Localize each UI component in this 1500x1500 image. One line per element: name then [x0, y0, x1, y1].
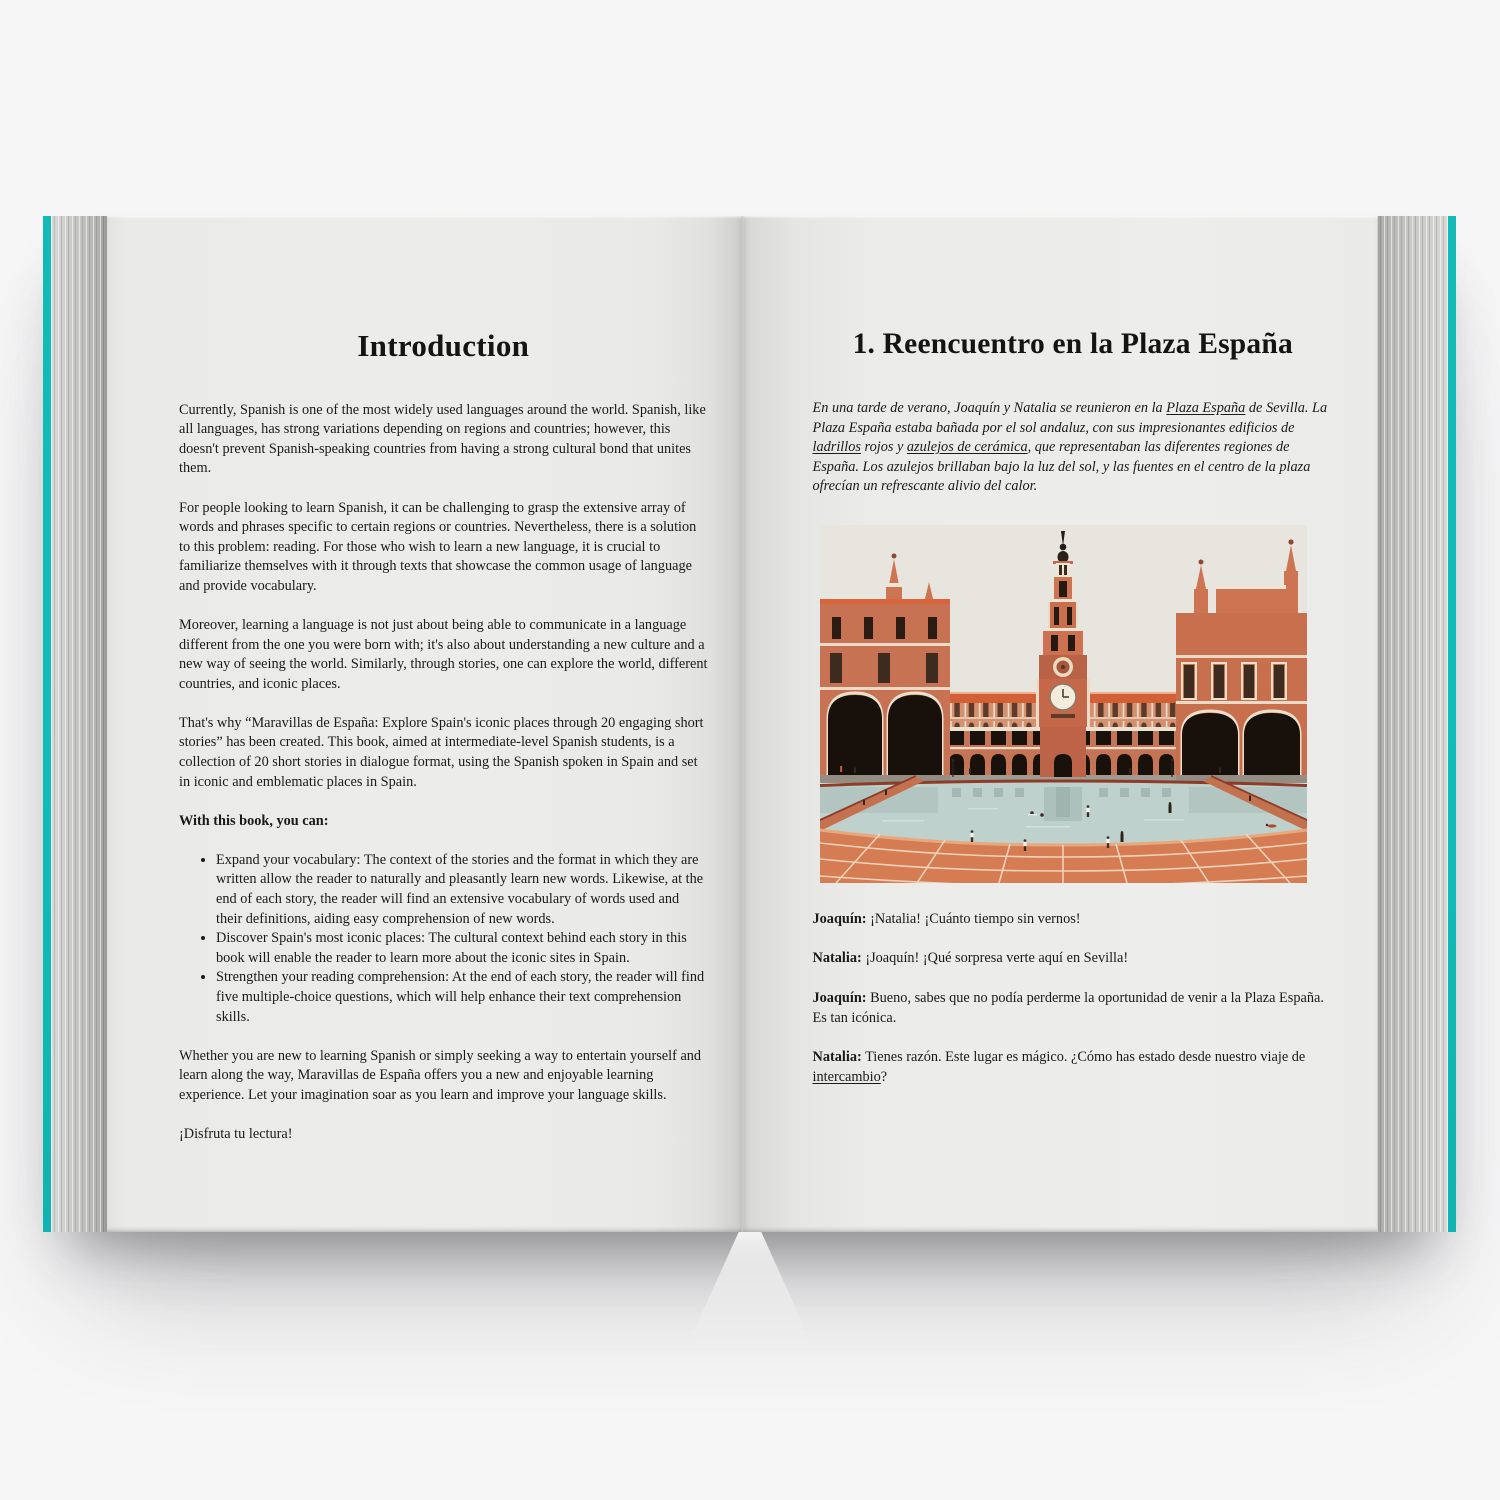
- page-stack-right: [1377, 216, 1448, 1232]
- left-page-title: Introduction: [357, 328, 530, 363]
- cover-edge-right: [1448, 216, 1456, 1232]
- chapter-title: 1. Reencuentro en la Plaza España: [852, 328, 1293, 360]
- list-item: • Discover Spain's most iconic places: The cultural context behind each story in this book will enable the reader to learn more about the iconic sites in Spain.: [216, 929, 708, 968]
- subheading: With this book, you can:: [179, 812, 329, 829]
- open-book: [43, 216, 1456, 1232]
- paragraph: That's why “Maravillas de España: Explore Spain's iconic places through 20 engaging short stories” has been created. This book, aimed at intermediate-level Spanish students, is a collection of 20 short stories in dialogue format, using the Spanish spoken in Spain and set in iconic and emblematic places in Spain.: [179, 714, 704, 790]
- farewell-line: ¡Disfruta tu lectura!: [179, 1125, 293, 1142]
- dialogue-line: Joaquín: ¡Natalia! ¡Cuánto tiempo sin vernos!: [812, 910, 1081, 927]
- left-page: [107, 216, 742, 1232]
- dialogue-line: Joaquín: Bueno, sabes que no podía perderme la oportunidad de venir a la Plaza España. Es tan icónica.: [812, 990, 1324, 1026]
- paragraph: For people looking to learn Spanish, it can be challenging to grasp the extensive array of words and phrases specific to certain regions or countries. Nevertheless, there is a solution to this problem: reading. For those who wish to learn a new language, it is crucial to familiarize themselves with it through texts that showcase the common usage of language and provide vocabulary.: [179, 499, 697, 594]
- page-stack-left: [51, 216, 107, 1232]
- paragraph: Whether you are new to learning Spanish or simply seeking a way to entertain yourself and learn along the way, Maravillas de España offers you a new and enjoyable learning experience. Let your imagination soar as you learn and improve your language skills.: [179, 1047, 702, 1103]
- benefits-list: [179, 851, 708, 1027]
- plaza-espana-svg: [820, 525, 1307, 883]
- list-item: • Strengthen your reading comprehension: At the end of each story, the reader will find five multiple-choice questions, which will help enhance their text comprehension skills.: [216, 968, 708, 1027]
- left-page-body: [179, 401, 708, 1145]
- dialogue-block: [813, 910, 1334, 1088]
- right-page: [742, 216, 1378, 1232]
- paragraph: Moreover, learning a language is not just about being able to communicate in a language different from the one you were born with; it's also about understanding a new culture and a new way of seeing the world. Similarly, through stories, one can explore the world, different countries, and iconic places.: [179, 616, 708, 692]
- dialogue-line: Natalia: ¡Joaquín! ¡Qué sorpresa verte aquí en Sevilla!: [812, 950, 1129, 967]
- list-item: • Expand your vocabulary: The context of the stories and the format in which they are written allow the reader to naturally and pleasantly learn new words. Likewise, at the end of each story, the reader will find an extensive vocabulary of words used and their definitions, aiding easy comprehension of new words.: [216, 851, 708, 929]
- spine-light-wedge: [688, 1229, 812, 1344]
- cover-edge-left: [43, 216, 51, 1232]
- chapter-intro: En una tarde de verano, Joaquín y Natalia se reunieron en la Plaza España de Sevilla. La Plaza España estaba bañada por el sol andaluz, con sus impresionantes edificios de ladrillos rojos y azulejos de cerámica, que representaban las diferentes regiones de España. Los azulejos brillaban bajo la luz del sol, y las fuentes en el centro de la plaza ofrecían un refrescante alivio del calor.: [812, 399, 1328, 495]
- plaza-espana-illustration: [820, 525, 1307, 883]
- paragraph: Currently, Spanish is one of the most widely used languages around the world. Spanish, like all languages, has strong variations depending on regions and countries; however, this doesn't prevent Spanish-speaking countries from having a strong cultural bond that unites them.: [179, 401, 706, 477]
- dialogue-line: Natalia: Tienes razón. Este lugar es mágico. ¿Cómo has estado desde nuestro viaje de intercambio?: [812, 1049, 1306, 1085]
